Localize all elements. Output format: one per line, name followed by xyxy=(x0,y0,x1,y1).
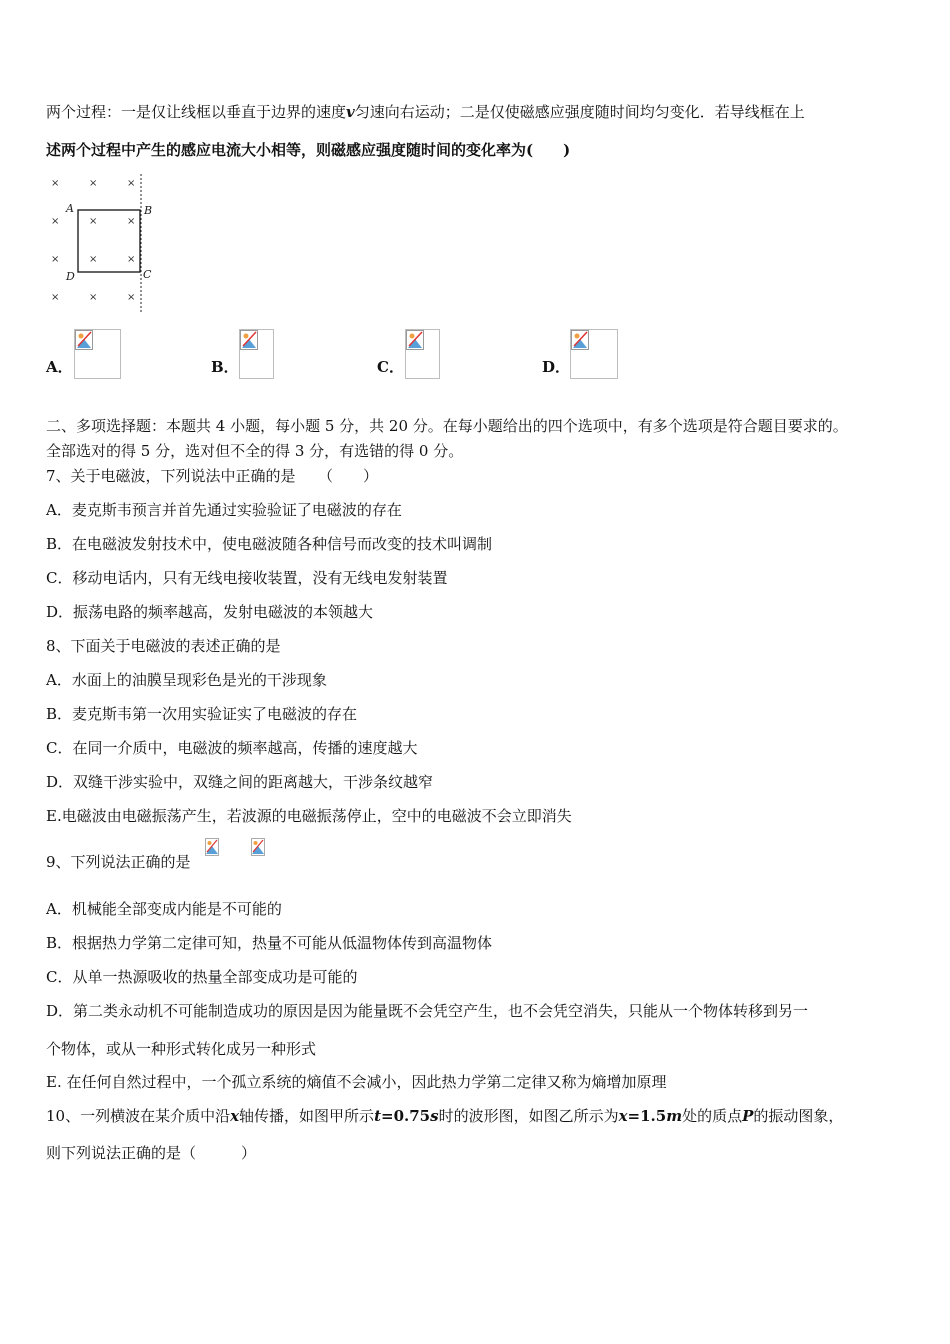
broken-image-icon xyxy=(75,330,93,350)
q9-option-a: A．机械能全部变成内能是不可能的 xyxy=(46,900,282,918)
intro-text-b: 匀速向右运动；二是仅使磁感应强度随时间均匀变化．若导线框在上 xyxy=(354,103,805,121)
q7-option-b: B．在电磁波发射技术中，使电磁波随各种信号而改变的技术叫调制 xyxy=(46,535,493,553)
field-cross: × xyxy=(51,292,60,303)
corner-c: C xyxy=(143,268,152,281)
field-cross: × xyxy=(127,216,136,227)
question-8-stem: 8、下面关于电磁波的表述正确的是 xyxy=(46,637,281,655)
q10-text: 轴传播，如图甲所示 xyxy=(239,1107,375,1125)
option-b-label: B． xyxy=(211,358,239,376)
velocity-symbol: v xyxy=(346,103,355,121)
intro-line-2: 述两个过程中产生的感应电流大小相等，则磁感应强度随时间的变化率为( ) xyxy=(46,141,571,159)
t-symbol: t xyxy=(374,1107,381,1125)
magnetic-field-diagram xyxy=(44,172,164,317)
q8-option-b: B．麦克斯韦第一次用实验证实了电磁波的存在 xyxy=(46,705,358,723)
field-cross: × xyxy=(51,216,60,227)
intro-line-1 xyxy=(46,102,805,122)
field-cross: × xyxy=(127,254,136,265)
option-a-label: A． xyxy=(46,358,73,376)
q10-text: 时的波形图，如图乙所示为 xyxy=(438,1107,619,1125)
unit-s: s xyxy=(430,1107,439,1125)
field-cross: × xyxy=(89,292,98,303)
question-7-stem: 7、关于电磁波，下列说法中正确的是 （ ） xyxy=(46,467,379,485)
q9-option-e: E. 在任何自然过程中，一个孤立系统的熵值不会减小，因此热力学第二定律又称为熵增加原理 xyxy=(46,1073,667,1091)
question-10-stem-line-2: 则下列说法正确的是（ ） xyxy=(46,1144,257,1162)
q9-option-b: B．根据热力学第二定律可知，热量不可能从低温物体传到高温物体 xyxy=(46,934,493,952)
broken-image-icon xyxy=(205,838,219,856)
field-cross: × xyxy=(89,178,98,189)
p-symbol: P xyxy=(742,1107,754,1125)
q8-option-d: D．双缝干涉实验中，双缝之间的距离越大，干涉条纹越窄 xyxy=(46,773,434,791)
broken-image-icon xyxy=(406,330,424,350)
corner-d: D xyxy=(66,270,75,283)
q7-option-d: D．振荡电路的频率越高，发射电磁波的本领越大 xyxy=(46,603,374,621)
q7-option-a: A．麦克斯韦预言并首先通过实验验证了电磁波的存在 xyxy=(46,501,402,519)
field-cross: × xyxy=(127,292,136,303)
q9-option-d-continued: 个物体，或从一种形式转化成另一种形式 xyxy=(46,1040,317,1058)
unit-m: m xyxy=(666,1107,683,1125)
q9-option-d: D．第二类永动机不可能制造成功的原因是因为能量既不会凭空产生，也不会凭空消失，只能从一个物体转移到另一 xyxy=(46,1002,809,1020)
x-symbol: x xyxy=(618,1107,628,1125)
q8-option-e: E.电磁波由电磁振荡产生，若波源的电磁振荡停止，空中的电磁波不会立即消失 xyxy=(46,807,572,825)
q10-text: 处的质点 xyxy=(682,1107,743,1125)
broken-image-icon xyxy=(240,330,258,350)
q7-option-c: C．移动电话内，只有无线电接收装置，没有无线电发射装置 xyxy=(46,569,448,587)
option-d-label: D． xyxy=(542,358,571,376)
q8-option-c: C．在同一介质中，电磁波的频率越高，传播的速度越大 xyxy=(46,739,418,757)
field-cross: × xyxy=(51,254,60,265)
field-cross: × xyxy=(127,178,136,189)
q8-option-a: A．水面上的油膜呈现彩色是光的干涉现象 xyxy=(46,671,327,689)
q10-text: 10、一列横波在某介质中沿 xyxy=(46,1107,231,1125)
x-symbol: x xyxy=(230,1107,240,1125)
field-cross: × xyxy=(51,178,60,189)
question-10-stem xyxy=(46,1106,843,1126)
broken-image-icon xyxy=(571,330,589,350)
question-9-stem: 9、下列说法正确的是 xyxy=(46,853,191,871)
field-cross: × xyxy=(89,254,98,265)
time-value: =0.75 xyxy=(381,1107,431,1125)
q9-option-c: C．从单一热源吸收的热量全部变成功是可能的 xyxy=(46,968,358,986)
section-heading-line-2: 全部选对的得 5 分，选对但不全的得 3 分，有选错的得 0 分。 xyxy=(46,442,464,460)
corner-a: A xyxy=(66,202,74,215)
option-c-label: C． xyxy=(377,358,404,376)
field-cross: × xyxy=(89,216,98,227)
intro-text-a: 两个过程：一是仅让线框以垂直于边界的速度 xyxy=(46,103,347,121)
section-heading-line-1: 二、多项选择题：本题共 4 小题，每小题 5 分，共 20 分。在每小题给出的四个选项中，有多个选项是符合题目要求的。 xyxy=(46,417,848,435)
q10-text: 的振动图象， xyxy=(753,1107,844,1125)
position-value: =1.5 xyxy=(627,1107,667,1125)
broken-image-icon xyxy=(251,838,265,856)
corner-b: B xyxy=(144,204,153,217)
